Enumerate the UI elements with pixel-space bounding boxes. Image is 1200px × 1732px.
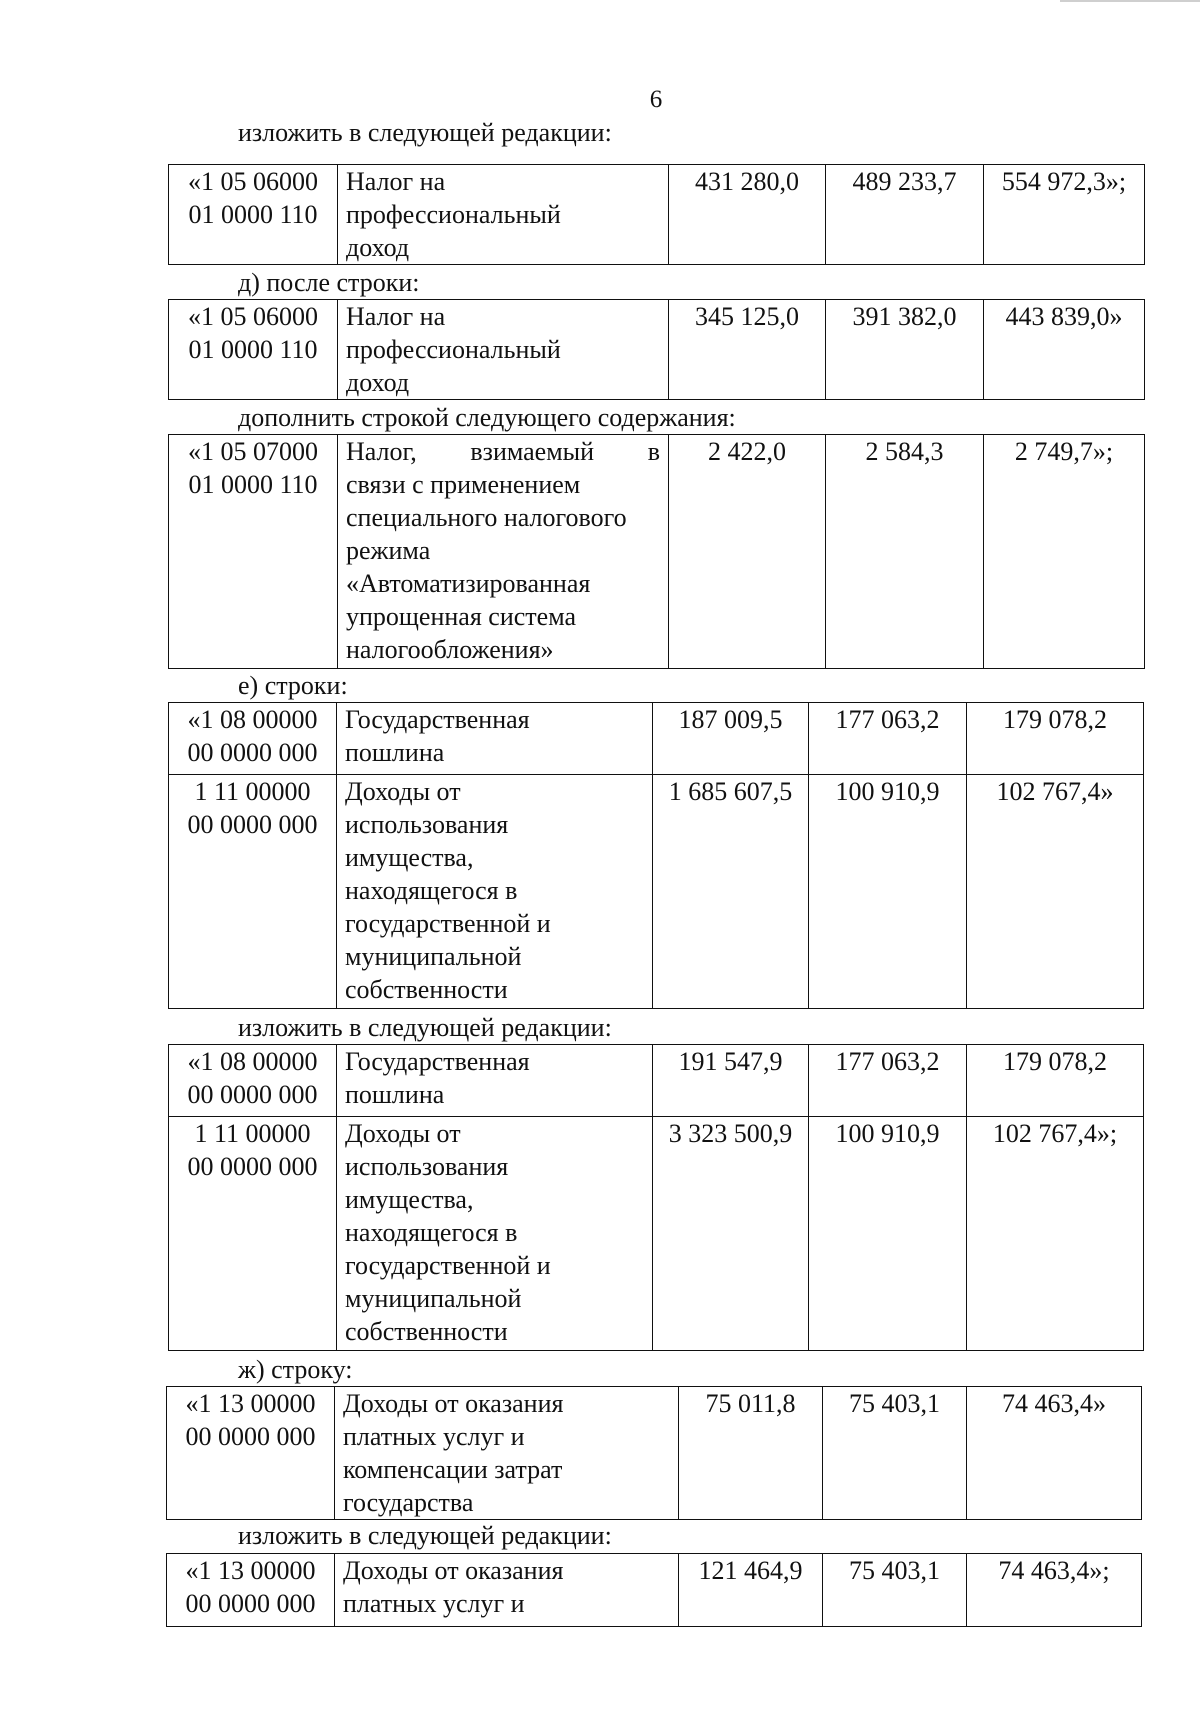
budget-code-cell: 1 11 00000 00 0000 000 [169,1117,337,1351]
value-cell-year2: 177 063,2 [809,1045,967,1117]
table-row [169,703,1144,775]
budget-code-cell: «1 05 06000 01 0000 110 [169,165,338,265]
table-row [169,300,1145,400]
value-cell-year3: 179 078,2 [967,703,1144,775]
value-cell-year3: 554 972,3»; [984,165,1145,265]
value-cell-year2: 100 910,9 [809,775,967,1009]
value-cell-year3: 443 839,0» [984,300,1145,400]
value-cell-year2: 100 910,9 [809,1117,967,1351]
table-row [167,1387,1142,1520]
income-name-cell: Налог на профессиональный доход [338,300,669,400]
value-cell-year3: 179 078,2 [967,1045,1144,1117]
budget-table-5 [168,1044,1144,1351]
budget-table-4 [168,702,1144,1009]
income-name-cell: Государственная пошлина [337,703,653,775]
caption-amend-2: изложить в следующей редакции: [238,1013,612,1042]
income-name-cell: Доходы от оказания платных услуг и компенсации затрат государства [335,1387,679,1520]
value-cell-year3: 102 767,4»; [967,1117,1144,1351]
caption-amend-3: изложить в следующей редакции: [238,1521,612,1550]
page-number: 6 [649,86,663,113]
budget-code-cell: «1 08 00000 00 0000 000 [169,703,337,775]
caption-rows: е) строки: [238,671,348,700]
budget-code-cell: «1 08 00000 00 0000 000 [169,1045,337,1117]
budget-table-6 [166,1386,1142,1520]
budget-code-cell: 1 11 00000 00 0000 000 [169,775,337,1009]
budget-code-cell: «1 05 07000 01 0000 110 [169,435,338,669]
value-cell-year1: 345 125,0 [669,300,826,400]
income-name-cell: Налог на профессиональный доход [338,165,669,265]
value-cell-year2: 75 403,1 [823,1554,967,1627]
budget-table-2 [168,299,1145,400]
budget-table-3 [168,434,1145,669]
budget-table-1 [168,164,1145,265]
table-row [169,1117,1144,1351]
table-row [167,1554,1142,1627]
value-cell-year2: 489 233,7 [826,165,984,265]
caption-after-row: д) после строки: [238,268,420,297]
value-cell-year2: 177 063,2 [809,703,967,775]
budget-code-cell: «1 13 00000 00 0000 000 [167,1554,335,1627]
value-cell-year3: 74 463,4»; [967,1554,1142,1627]
table-row [169,1045,1144,1117]
value-cell-year2: 2 584,3 [826,435,984,669]
value-cell-year3: 102 767,4» [967,775,1144,1009]
budget-code-cell: «1 13 00000 00 0000 000 [167,1387,335,1520]
table-row [169,435,1145,669]
value-cell-year1: 3 323 500,9 [653,1117,809,1351]
caption-row: ж) строку: [238,1355,353,1384]
income-name-cell: Доходы от использования имущества, находящегося в государственной и муниципальной собственности [337,775,653,1009]
caption-add-row: дополнить строкой следующего содержания: [238,403,736,432]
income-name-cell: Государственная пошлина [337,1045,653,1117]
income-name-cell: Доходы от использования имущества, находящегося в государственной и муниципальной собственности [337,1117,653,1351]
income-name-cell: Налог, взимаемый в связи с применением специального налогового режима «Автоматизированная упрощенная система налогообложения» [338,435,669,669]
value-cell-year3: 74 463,4» [967,1387,1142,1520]
value-cell-year1: 431 280,0 [669,165,826,265]
value-cell-year1: 191 547,9 [653,1045,809,1117]
budget-table-7 [166,1553,1142,1627]
budget-code-cell: «1 05 06000 01 0000 110 [169,300,338,400]
table-row [169,775,1144,1009]
scan-edge-mark [1060,0,1200,2]
table-row [169,165,1145,265]
value-cell-year3: 2 749,7»; [984,435,1145,669]
value-cell-year1: 187 009,5 [653,703,809,775]
value-cell-year1: 121 464,9 [679,1554,823,1627]
value-cell-year2: 75 403,1 [823,1387,967,1520]
value-cell-year1: 2 422,0 [669,435,826,669]
caption-amend-1: изложить в следующей редакции: [238,118,612,147]
value-cell-year2: 391 382,0 [826,300,984,400]
value-cell-year1: 1 685 607,5 [653,775,809,1009]
value-cell-year1: 75 011,8 [679,1387,823,1520]
income-name-cell: Доходы от оказания платных услуг и [335,1554,679,1627]
